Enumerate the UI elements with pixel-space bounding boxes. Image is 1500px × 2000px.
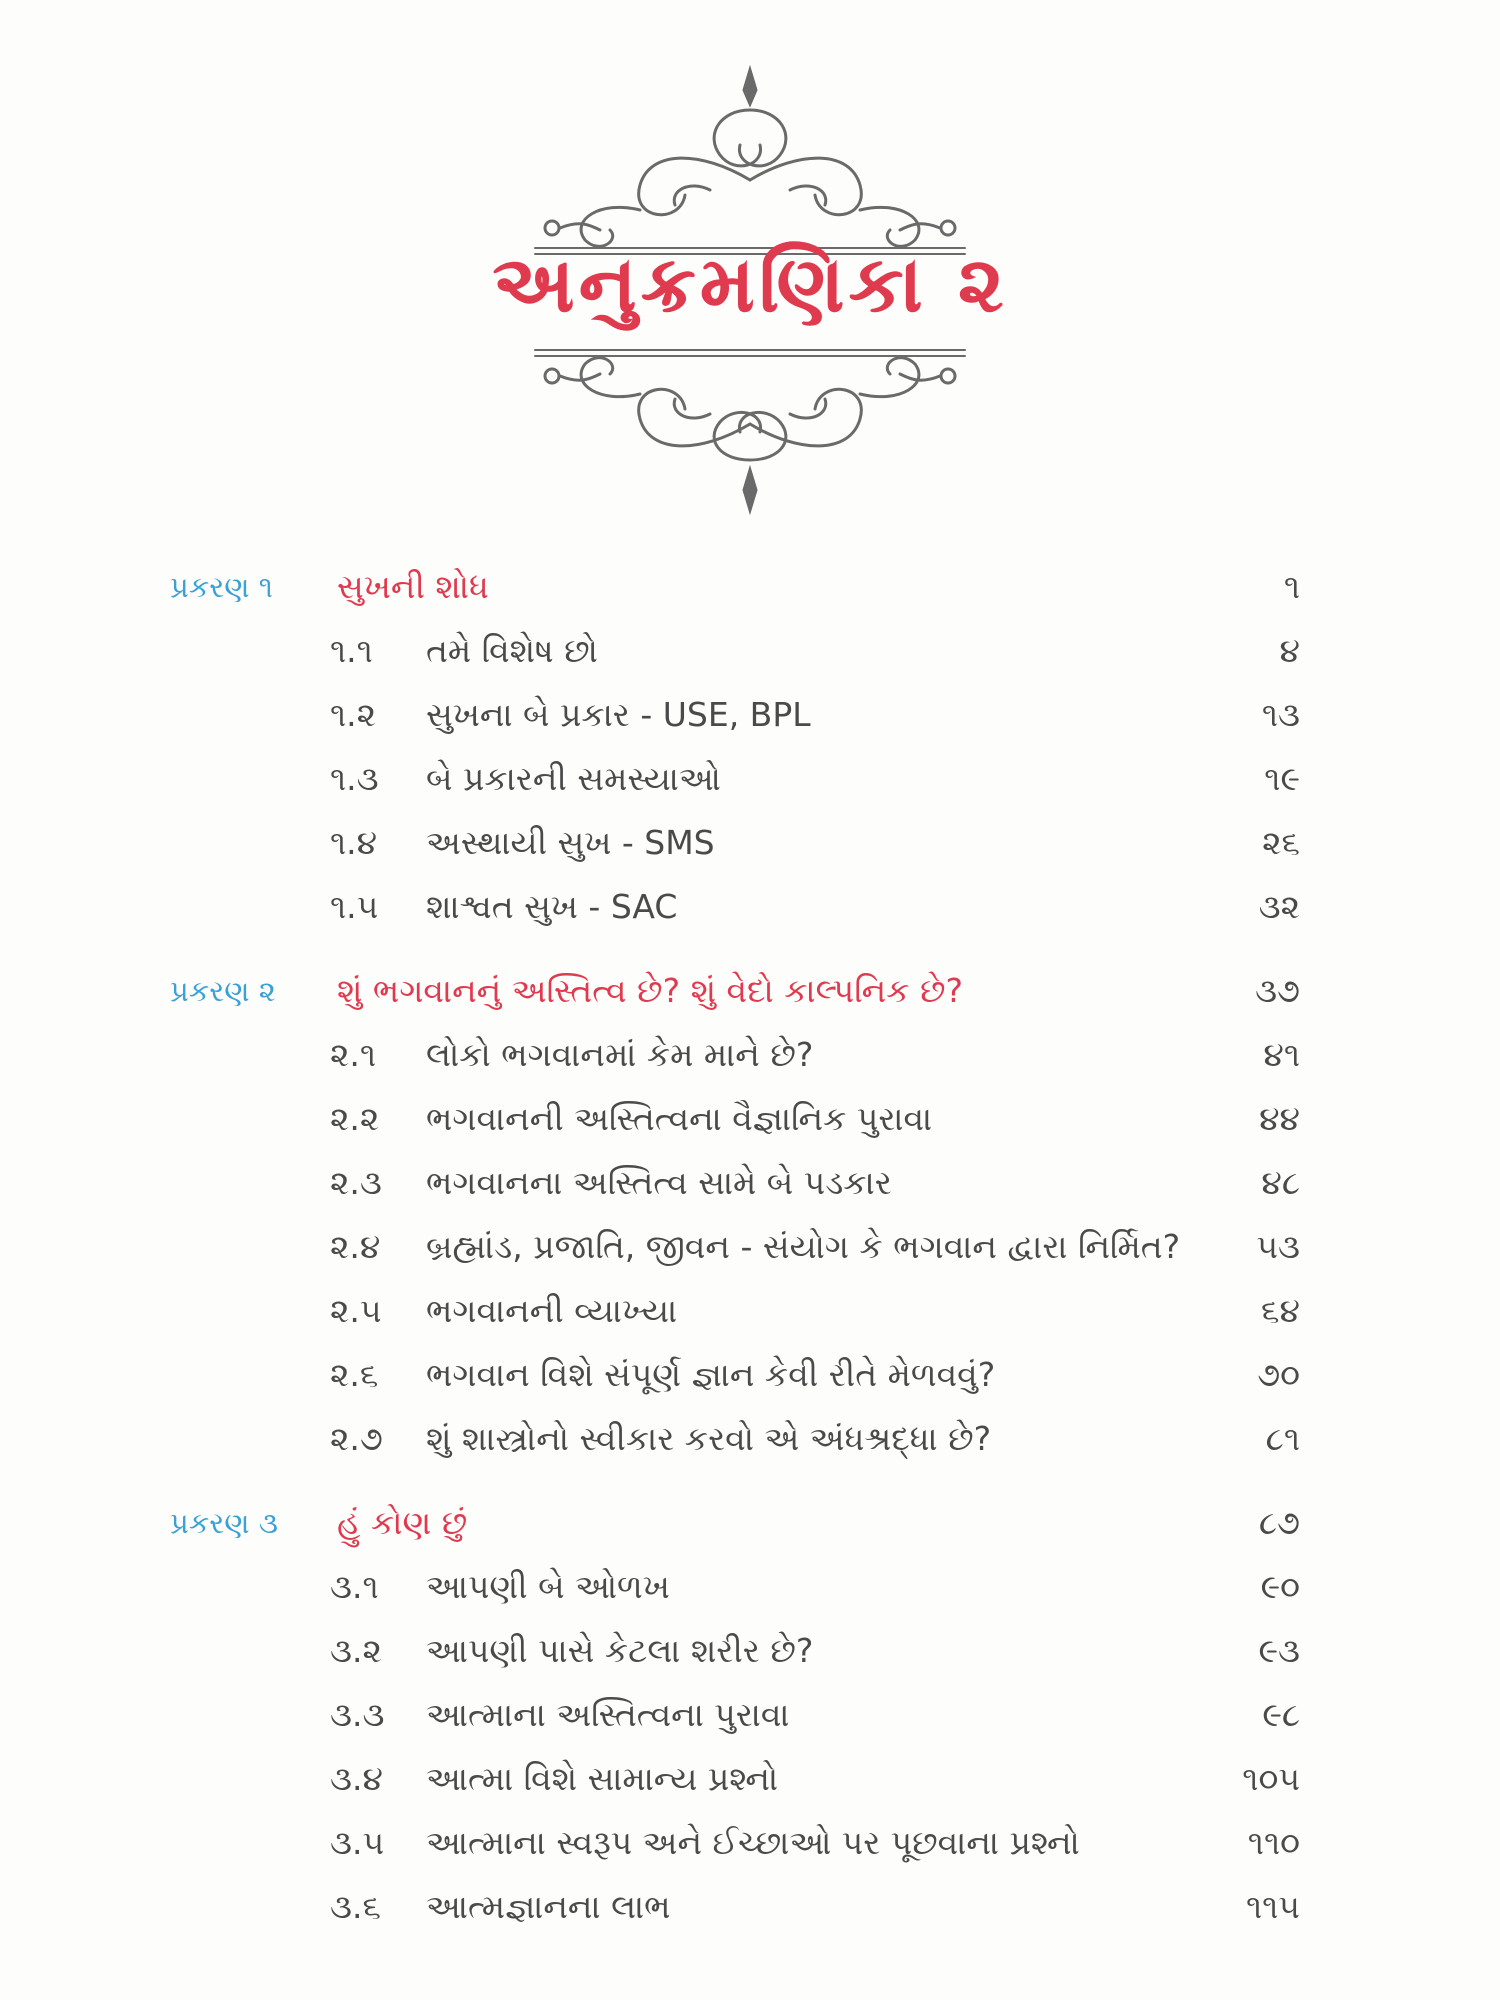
section-title: આત્માના અસ્તિત્વના પુરાવા [426, 1695, 790, 1734]
table-of-contents [170, 555, 1300, 1939]
page-number: ૯૩ [1258, 1631, 1300, 1670]
section-title: શાશ્વત સુખ - SAC [426, 887, 678, 926]
section-title: ભગવાનની અસ્તિત્વના વૈજ્ઞાનિક પુરાવા [426, 1099, 933, 1138]
page-number: ૧૦૫ [1242, 1759, 1300, 1798]
page-number: ૪ [1279, 631, 1300, 670]
section-number: ૨.૨ [330, 1099, 380, 1138]
section-title: આત્મા વિશે સામાન્ય પ્રશ્નો [426, 1759, 779, 1798]
page-number: ૮૭ [1258, 1503, 1300, 1542]
section-number: ૩.૧ [330, 1567, 379, 1606]
chapter-label: પ્રકરણ ૧ [170, 570, 274, 604]
page-number: ૩૭ [1255, 971, 1300, 1010]
section-row[interactable] [170, 1343, 1300, 1407]
page-number: ૯૦ [1260, 1567, 1300, 1606]
section-row[interactable] [170, 811, 1300, 875]
section-number: ૨.૧ [330, 1035, 377, 1074]
chapter-title: હું કોણ છું [337, 1503, 468, 1542]
page-number: ૨૬ [1262, 823, 1300, 862]
section-title: બે પ્રકારની સમસ્યાઓ [426, 759, 721, 798]
section-number: ૧.૫ [330, 887, 379, 926]
section-row[interactable] [170, 1555, 1300, 1619]
chapter-label: પ્રકરણ ૨ [170, 974, 276, 1008]
section-number: ૧.૧ [330, 631, 373, 670]
chapter-label: પ્રકરણ ૩ [170, 1506, 279, 1540]
section-row[interactable] [170, 619, 1300, 683]
section-title: બ્રહ્માંડ, પ્રજાતિ, જીવન - સંયોગ કે ભગવાન દ્વારા નિર્મિત? [426, 1227, 1181, 1266]
section-number: ૨.૬ [330, 1355, 379, 1394]
section-number: ૨.૫ [330, 1291, 382, 1330]
section-row[interactable] [170, 1279, 1300, 1343]
section-row[interactable] [170, 1811, 1300, 1875]
section-title: આપણી પાસે કેટલા શરીર છે? [426, 1631, 814, 1670]
page-number: ૧૧૫ [1245, 1887, 1300, 1926]
chapter-title: શું ભગવાનનું અસ્તિત્વ છે? શું વેદો કાલ્પનિક છે? [337, 971, 964, 1010]
section-number: ૩.૩ [330, 1695, 385, 1734]
chapter-row[interactable] [170, 1491, 1300, 1555]
section-title: તમે વિશેષ છો [426, 631, 598, 670]
section-title: ભગવાનની વ્યાખ્યા [426, 1291, 678, 1330]
section-title: લોકો ભગવાનમાં કેમ માને છે? [426, 1035, 814, 1074]
section-number: ૩.૨ [330, 1631, 382, 1670]
section-title: આત્માના સ્વરૂપ અને ઈચ્છાઓ પર પૂછવાના પ્રશ્નો [426, 1823, 1080, 1862]
section-title: અસ્થાયી સુખ - SMS [426, 823, 715, 862]
section-number: ૨.૩ [330, 1163, 382, 1202]
page-number: ૩૨ [1258, 887, 1300, 926]
section-row[interactable] [170, 1215, 1300, 1279]
section-number: ૧.૪ [330, 823, 378, 862]
page-number: ૬૪ [1261, 1291, 1300, 1330]
section-row[interactable] [170, 683, 1300, 747]
section-row[interactable] [170, 747, 1300, 811]
section-number: ૩.૫ [330, 1823, 385, 1862]
section-number: ૧.૨ [330, 695, 377, 734]
section-row[interactable] [170, 1875, 1300, 1939]
section-title: ભગવાન વિશે સંપૂર્ણ જ્ઞાન કેવી રીતે મેળવવું? [426, 1355, 996, 1394]
section-title: શું શાસ્ત્રોનો સ્વીકાર કરવો એ અંધશ્રદ્ધા છે? [426, 1419, 992, 1458]
page-number: ૧૩ [1261, 695, 1300, 734]
section-row[interactable] [170, 875, 1300, 939]
page-number: ૮૧ [1265, 1419, 1300, 1458]
section-number: ૨.૭ [330, 1419, 383, 1458]
page-number: ૧ [1283, 567, 1300, 606]
page-number: ૪૮ [1261, 1163, 1300, 1202]
section-title: આત્મજ્ઞાનના લાભ [426, 1887, 671, 1926]
section-row[interactable] [170, 1619, 1300, 1683]
page-title: અનુક્રમણિકા ૨ [492, 240, 1008, 330]
section-row[interactable] [170, 1023, 1300, 1087]
section-title: આપણી બે ઓળખ [426, 1567, 670, 1606]
page-number: ૫૩ [1256, 1227, 1300, 1266]
section-title: ભગવાનના અસ્તિત્વ સામે બે પડકાર [426, 1163, 892, 1202]
page-number: ૯૮ [1262, 1695, 1300, 1734]
chapter-row[interactable] [170, 555, 1300, 619]
page-number: ૭૦ [1257, 1355, 1300, 1394]
chapter-title: સુખની શોધ [337, 567, 489, 606]
section-number: ૨.૪ [330, 1227, 381, 1266]
section-number: ૩.૬ [330, 1887, 381, 1926]
section-number: ૩.૪ [330, 1759, 383, 1798]
page-number: ૧૧૦ [1247, 1823, 1300, 1862]
page-number: ૪૧ [1263, 1035, 1300, 1074]
page-number: ૧૯ [1264, 759, 1300, 798]
section-row[interactable] [170, 1151, 1300, 1215]
page-number: ૪૪ [1259, 1099, 1300, 1138]
section-row[interactable] [170, 1683, 1300, 1747]
section-row[interactable] [170, 1087, 1300, 1151]
section-row[interactable] [170, 1407, 1300, 1471]
section-number: ૧.૩ [330, 759, 379, 798]
section-row[interactable] [170, 1747, 1300, 1811]
chapter-row[interactable] [170, 959, 1300, 1023]
section-title: સુખના બે પ્રકાર - USE, BPL [426, 695, 811, 734]
